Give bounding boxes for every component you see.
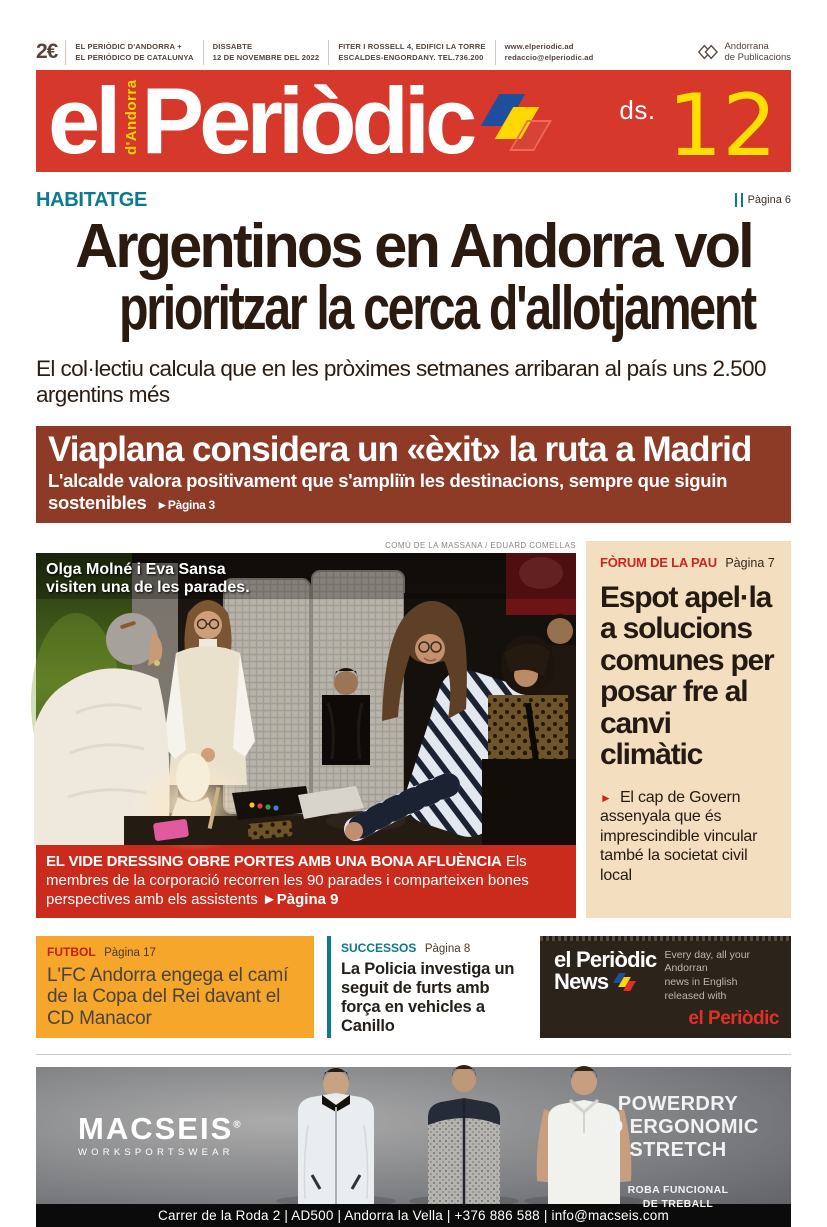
address-line-1: FITER I ROSSELL 4, EDIFICI LA TORRE [338, 42, 486, 51]
periodic-slash-icon [476, 92, 554, 158]
macseis-logo-text: MACSEIS [78, 1111, 234, 1147]
successos-kicker-row [341, 939, 527, 957]
banner-page-ref: ►Pàgina 3 [156, 497, 215, 512]
advert-headline-line1: POWERDRY [617, 1093, 739, 1116]
news-brand-red: el Periòdic [688, 1008, 779, 1030]
brand-column [65, 40, 202, 65]
news-brand-block [554, 946, 657, 1031]
advert-text-block [571, 1093, 785, 1211]
day-abbreviation: ds. [619, 94, 656, 125]
date-full: 12 DE NOVEMBRE DEL 2022 [212, 53, 320, 63]
photo-caption-body: Els membres de la corporació recorren les 90 parades i comparteixen bones perspectives amb els assistents [46, 852, 529, 908]
photo-story [36, 541, 576, 918]
logo-el: el [48, 68, 117, 174]
lead-kicker-row [36, 189, 791, 212]
photo-overlay-caption: Olga Molné i Eva Sansa visiten una de les parades. [46, 560, 250, 596]
photo-caption-page-ref: ►Pàgina 9 [261, 890, 339, 908]
publisher-block [698, 40, 791, 65]
logo-dandorra: d'Andorra [123, 79, 141, 156]
futbol-page-ref: Pàgina 17 [104, 946, 156, 959]
macseis-logo [78, 1113, 241, 1158]
registered-mark: ® [233, 1119, 241, 1131]
macseis-advert [36, 1067, 791, 1227]
futbol-headline: L'FC Andorra engega el camí de la Copa del Rei davant el CD Manacor [47, 964, 289, 1029]
lead-kicker: HABITATGE [36, 188, 147, 211]
website: www.elperiodic.ad [504, 42, 574, 51]
advert-contact: Carrer de la Roda 2 | AD500 | Andorra la Vella | +376 886 588 | info@macseis.com [158, 1208, 669, 1224]
newspaper-front-page [0, 40, 827, 1224]
banner-story [36, 426, 791, 523]
price: 2€ [36, 40, 58, 64]
masthead-date [619, 75, 777, 176]
advert-subline-line2: DE TREBALL [642, 1198, 714, 1211]
address-column [328, 40, 494, 65]
address-line-2: ESCALDES-ENGORDANY. TEL.736.200 [338, 53, 484, 63]
brand-line-2: EL PERIÓDICO DE CATALUNYA [75, 53, 194, 63]
photo [36, 553, 576, 845]
photo-credit: COMÚ DE LA MASSANA / EDUARD COMELLAS [385, 540, 576, 550]
sidebar-kicker-row [600, 554, 777, 572]
section-divider [36, 1054, 791, 1055]
successos-page-ref: Pàgina 8 [424, 942, 471, 955]
double-bar-icon [735, 193, 743, 207]
futbol-kicker: FUTBOL [47, 944, 96, 959]
publisher-name: Andorrana de Publicacions [724, 41, 791, 64]
photo-caption-title: EL VIDE DRESSING OBRE PORTES AMB UNA BONA AFLUÈNCIA [46, 852, 502, 870]
advert-headline-line3: STRETCH [629, 1139, 727, 1162]
brand-line-1: EL PERIÒDIC D'ANDORRA + [75, 42, 182, 51]
lead-subhead: El col·lectiu calcula que en les pròximes setmanes arribaran al país uns 2.500 argentins més [36, 355, 766, 407]
lead-headline [36, 211, 791, 343]
banner-subhead: L'alcalde valora positivament que s'ampliïn les destinacions, sempre que siguin sostenibles ►Pàgina 3 [48, 469, 728, 513]
successos-headline: La Policia investiga un seguit de furts amb força en vehicles a Canillo [341, 959, 515, 1036]
photo-caption-bar [36, 845, 576, 918]
successos-box [327, 936, 527, 1039]
successos-kicker: SUCCESSOS [341, 940, 417, 955]
sidebar-bullet: ► El cap de Govern assenyala que és imprescindible vincular també la societat civil local [600, 788, 758, 884]
publisher-diamond-icon [698, 43, 718, 61]
advert-subline-line1: ROBA FUNCIONAL [627, 1184, 729, 1197]
sidebar-kicker: FÒRUM DE LA PAU [600, 554, 717, 570]
lead-page-ref: Pàgina 6 [735, 193, 791, 207]
sidebar-headline: Espot apel·la a solucions comunes per posar fre al canvi climàtic [600, 580, 774, 772]
logo-periodic: Periòdic [141, 68, 473, 174]
masthead [36, 68, 791, 176]
date-day: DISSABTE [212, 42, 253, 51]
date-column [203, 40, 329, 65]
macseis-logo-subtext: WORKSPORTSWEAR [78, 1147, 234, 1159]
news-tagline-block [656, 949, 779, 1031]
web-column [495, 40, 603, 65]
top-info-bar [36, 40, 791, 65]
banner-headline: Viaplana considera un «èxit» la ruta a Madrid [48, 429, 752, 469]
futbol-box [36, 936, 314, 1039]
newspaper-logo [48, 68, 554, 174]
news-brand-bottom: News [554, 968, 609, 994]
news-brand-top: el Periòdic [554, 946, 657, 972]
futbol-kicker-row [47, 943, 303, 961]
lead-headline-line2: prioritzar la cerca d'allotjament [119, 273, 755, 343]
advert-visual [36, 1067, 791, 1211]
advert-headline-line2: 3D ERGONOMIC [597, 1116, 759, 1139]
sidebar-story [586, 541, 791, 918]
periodic-news-box [540, 936, 791, 1039]
news-tagline: Every day, all your Andorran news in English released with [664, 948, 751, 1002]
lead-headline-line1: Argentinos en Andorra vol [75, 211, 752, 281]
email: redaccio@elperiodic.ad [504, 53, 594, 63]
news-slash-icon [613, 973, 637, 991]
bullet-arrow-icon: ► [600, 790, 612, 805]
sidebar-page-ref: Pàgina 7 [725, 555, 775, 570]
day-number: 12 [667, 75, 777, 176]
